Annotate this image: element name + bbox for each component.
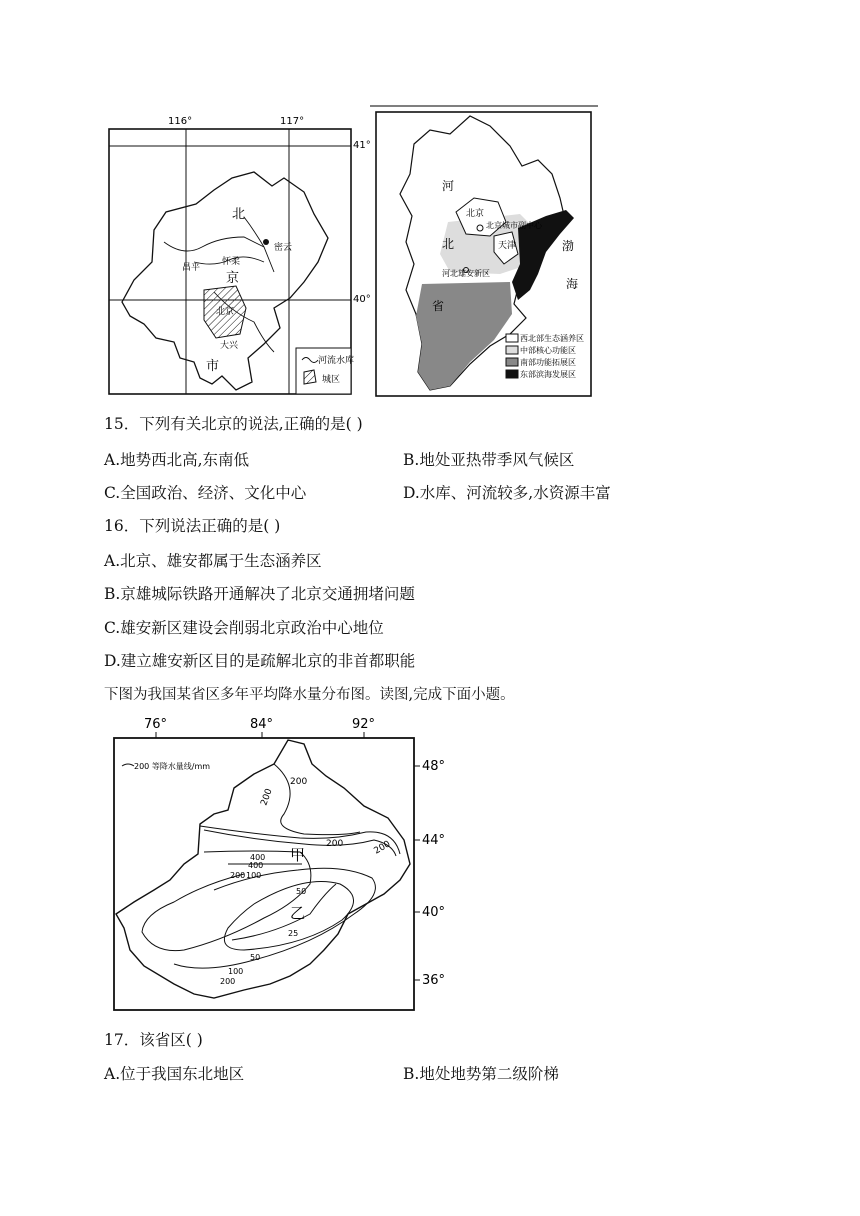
q16-option-d[interactable]: D.建立雄安新区目的是疏解北京的非首都职能 (104, 652, 416, 670)
isoline-100-a: 100 (246, 871, 262, 880)
q16-option-c[interactable]: C.雄安新区建设会削弱北京政治中心地位 (104, 619, 384, 637)
isoline-50-a: 50 (296, 887, 307, 896)
isoline-200-d: 200 (372, 839, 393, 857)
lat-label-36: 36° (422, 973, 446, 988)
isoline-50-b: 50 (250, 953, 261, 962)
intro-text: 下图为我国某省区多年平均降水量分布图。读图,完成下面小题。 (104, 687, 515, 703)
legend-river: 河流水库 (318, 356, 355, 366)
lat-label-48: 48° (422, 759, 446, 774)
urban-area-icon (304, 370, 316, 384)
lat-label-44: 44° (422, 833, 446, 848)
precipitation-map (104, 714, 464, 1018)
legend-central: 中部核心功能区 (520, 346, 576, 355)
q16-option-b[interactable]: B.京雄城际铁路开通解决了北京交通拥堵问题 (104, 585, 415, 603)
lat-label-40: 40° (353, 294, 371, 305)
lon-label-84: 84° (250, 717, 274, 732)
place-bei: 北 (442, 237, 455, 251)
place-subcenter: 北京城市副中心 (486, 221, 542, 230)
place-bo: 渤 (562, 239, 575, 253)
region-text-shi: 市 (206, 359, 220, 374)
place-tianjin: 天津 (498, 241, 517, 251)
label-yi: 乙 (290, 904, 306, 922)
isoline-400-b: 400 (248, 861, 264, 870)
jingjinji-map (370, 104, 600, 400)
beijing-map (104, 112, 371, 398)
isoline-legend-icon (122, 764, 134, 766)
lon-label-76: 76° (144, 717, 168, 732)
q16-stem: 16．下列说法正确的是( ) (104, 517, 281, 535)
q16-option-a[interactable]: A.北京、雄安都属于生态涵养区 (104, 552, 322, 570)
lat-label-41: 41° (353, 140, 371, 151)
region-text-bei: 北 (232, 207, 246, 222)
place-hai: 海 (566, 277, 579, 291)
map1-legend (296, 348, 351, 394)
place-huairou: 怀柔 (222, 257, 241, 267)
place-daxing: 大兴 (220, 341, 239, 351)
place-beijing: 北京 (466, 209, 485, 219)
q15-option-b[interactable]: B.地处亚热带季风气候区 (403, 451, 575, 469)
q15-option-c[interactable]: C.全国政治、经济、文化中心 (104, 484, 307, 502)
isoline-400-a: 400 (250, 853, 266, 862)
legend-urban: 城区 (322, 375, 341, 385)
label-jia: 甲 (290, 846, 306, 864)
place-sheng: 省 (432, 299, 445, 313)
isoline-200-a: 200 (290, 777, 308, 787)
place-changping: 昌平 (182, 263, 201, 273)
place-xiongan: 河北雄安新区 (442, 269, 490, 278)
legend-northwest: 西北部生态涵养区 (520, 334, 584, 343)
legend-southern: 南部功能拓展区 (520, 358, 576, 367)
region-text-jing: 京 (226, 271, 240, 286)
place-he: 河 (442, 179, 455, 193)
lat-label-40: 40° (422, 905, 446, 920)
isoline-100-b: 100 (228, 967, 244, 976)
isoline-200-e: 200 (230, 871, 246, 880)
place-beijing: 北京 (216, 307, 235, 317)
q15-option-a[interactable]: A.地势西北高,东南低 (104, 451, 250, 469)
q17-stem: 17．该省区( ) (104, 1031, 203, 1049)
q17-option-a[interactable]: A.位于我国东北地区 (104, 1065, 245, 1083)
q15-stem: 15．下列有关北京的说法,正确的是( ) (104, 415, 363, 433)
isoline-200-c: 200 (326, 839, 344, 849)
place-miyun: 密云 (274, 243, 293, 253)
lon-label-92: 92° (352, 717, 376, 732)
legend-eastern: 东部滨海发展区 (520, 370, 576, 379)
q15-option-d[interactable]: D.水库、河流较多,水资源丰富 (403, 484, 611, 502)
lon-label-116: 116° (168, 116, 193, 127)
isoline-25: 25 (288, 929, 299, 938)
isoline-200-f: 200 (220, 977, 236, 986)
legend-isoline: 200 等降水量线/mm (134, 762, 211, 771)
isoline-200-b: 200 (259, 787, 275, 808)
lon-label-117: 117° (280, 116, 305, 127)
q17-option-b[interactable]: B.地处地势第二级阶梯 (403, 1065, 559, 1083)
